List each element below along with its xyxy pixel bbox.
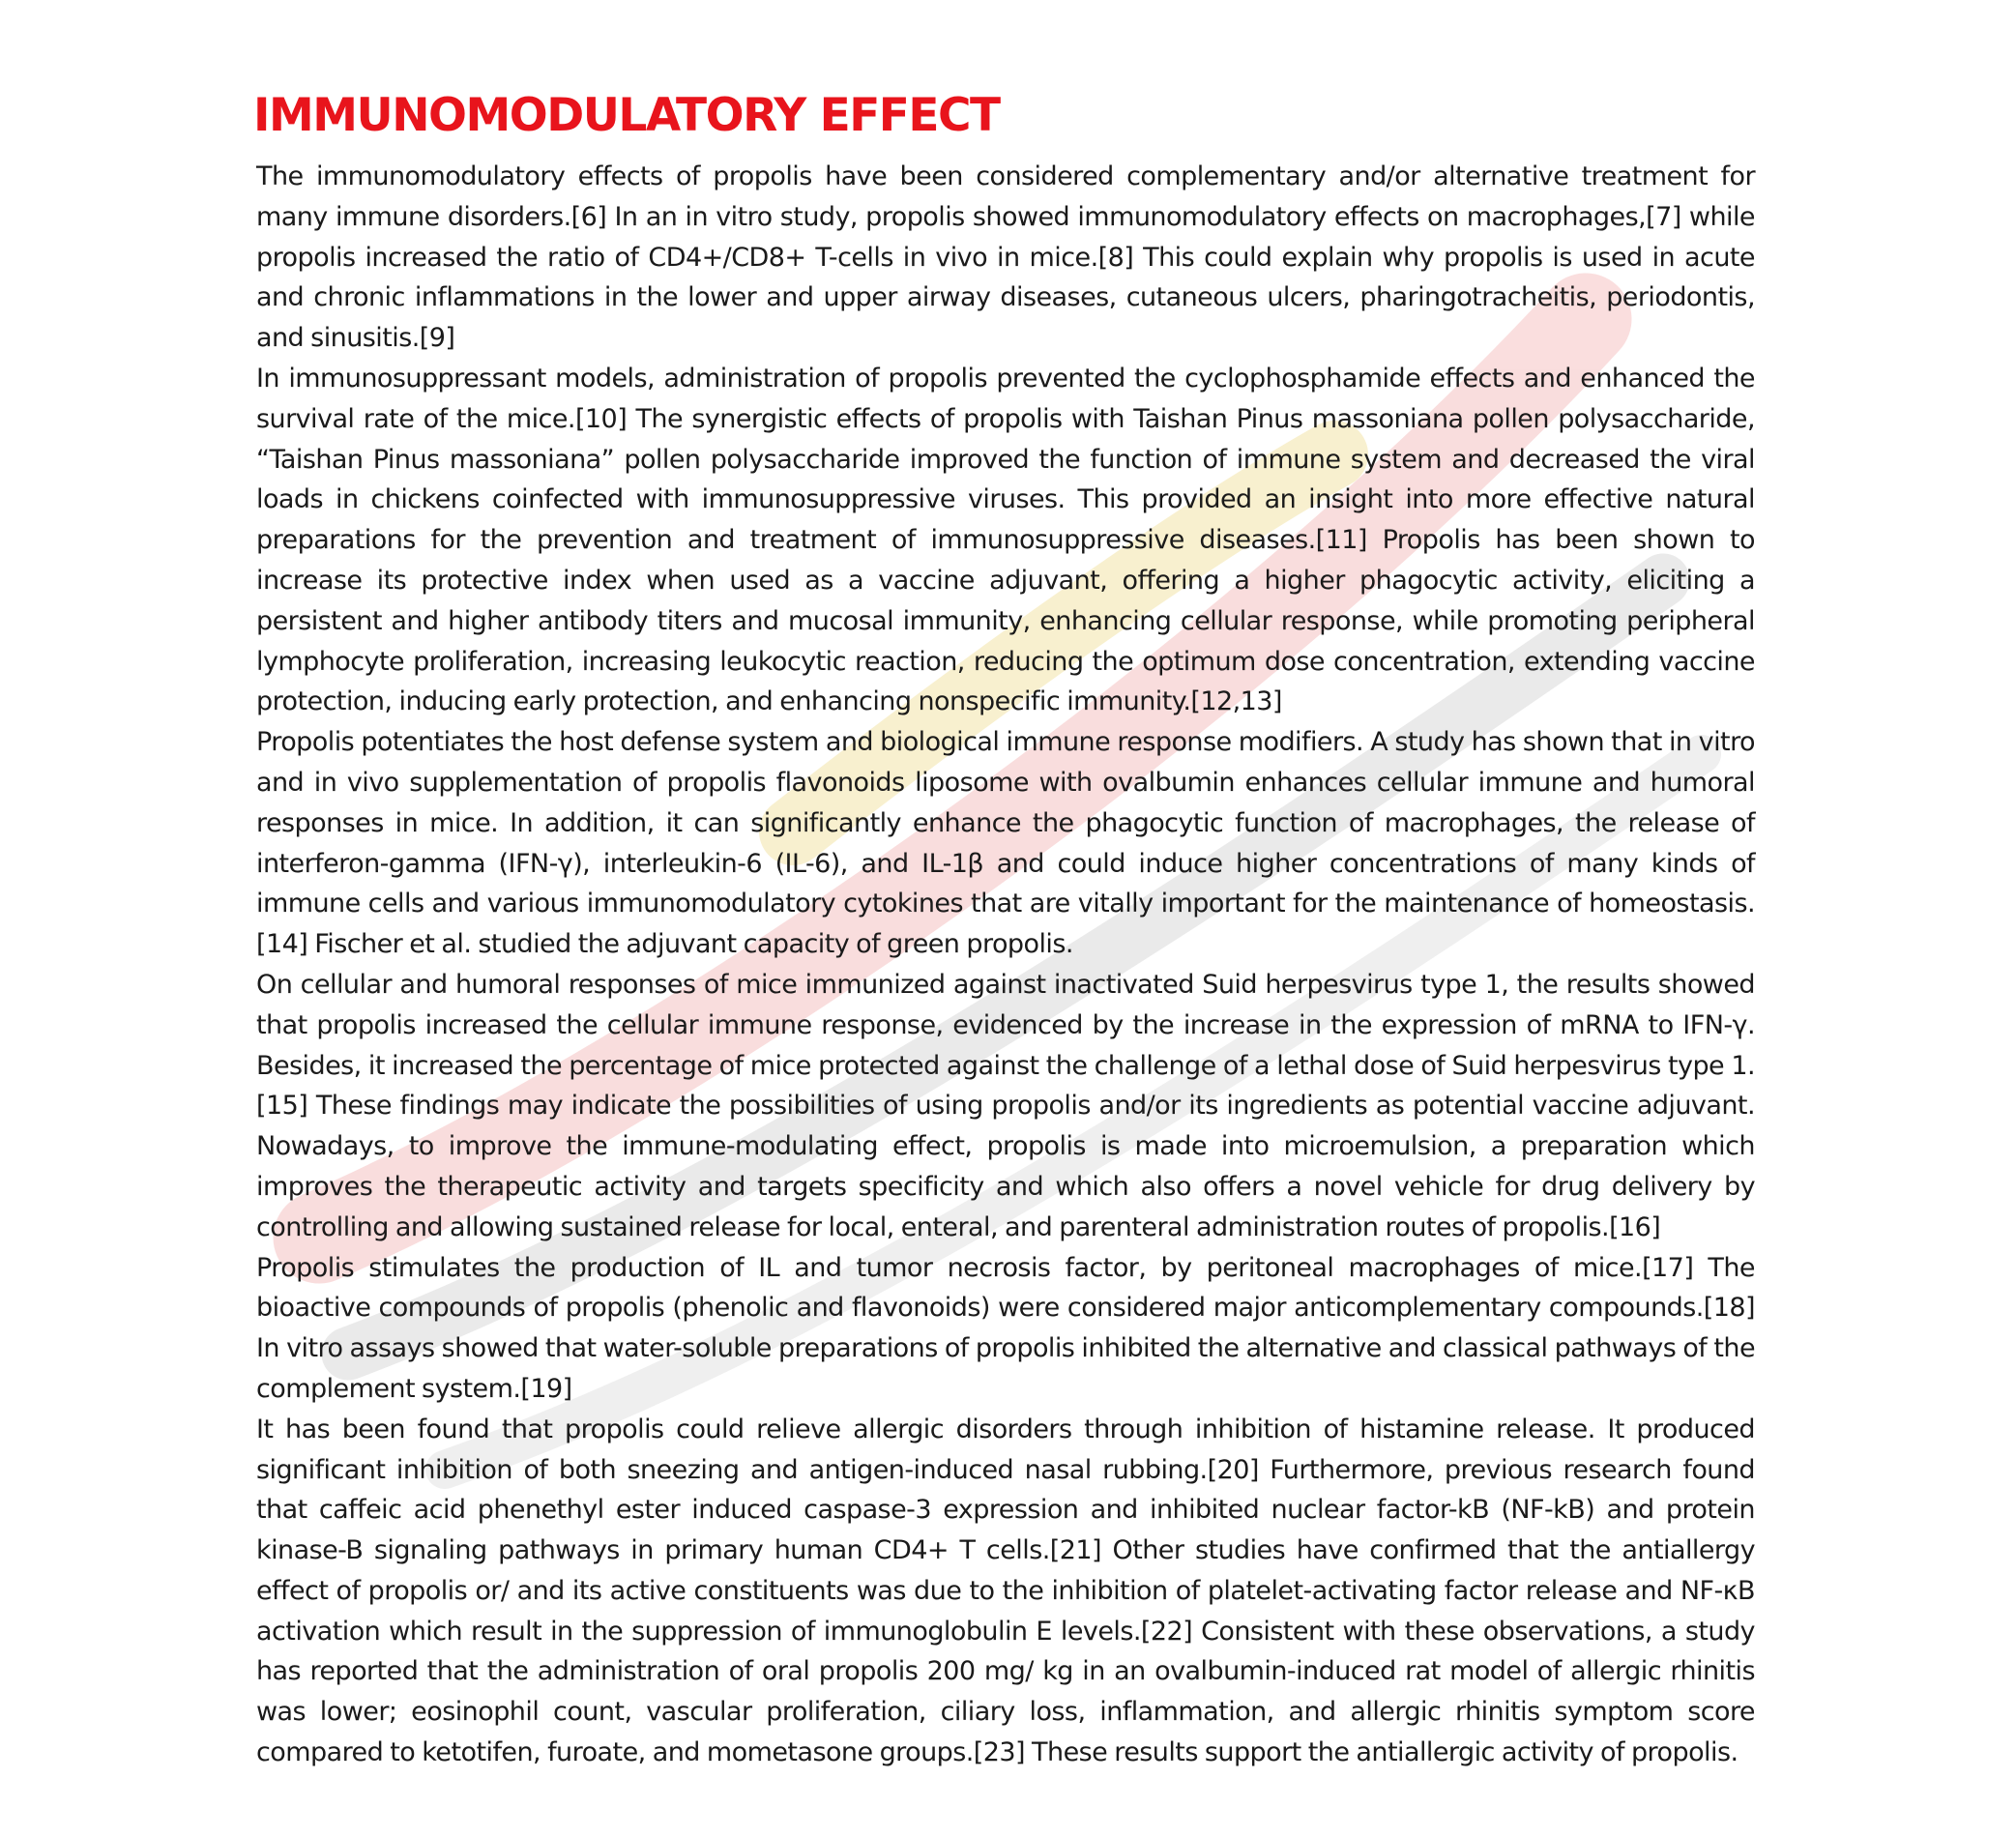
paragraph-3: Propolis potentiates the host defense system and biological immune response modifiers. A study has shown that in vitro and in vivo supplementation of propolis flavonoids liposome with ovalbumin enhances cellular immune and humoral responses in mice. In addition, it can significantly enhance the phagocytic function of macrophages, the release of interferon-gamma (IFN-γ), interleukin-6 (IL-6), and IL-1β and could induce higher concentrations of many kinds of immune cells and various immunomodulatory cytokines that are vitally important for the maintenance of homeostasis.[14] Fischer et al. studied the adjuvant capacity of green propolis.: [256, 727, 1755, 960]
paragraph-4: On cellular and humoral responses of mice immunized against inactivated Suid herpesvirus type 1, the results showed that propolis increased the cellular immune response, evidenced by the increase in the expression of mRNA to IFN-γ. Besides, it increased the percentage of mice protected against the challenge of a lethal dose of Suid herpesvirus type 1.[15] These findings may indicate the possibilities of using propolis and/or its ingredients as potential vaccine adjuvant. Nowadays, to improve the immune-modulating effect, propolis is made into microemulsion, a preparation which improves the therapeutic activity and targets specificity and which also offers a novel vehicle for drug delivery by controlling and allowing sustained release for local, enteral, and parenteral administration routes of propolis.[16]: [256, 969, 1755, 1242]
paragraph-1: The immunomodulatory effects of propolis have been considered complementary and/or alternative treatment for many immune disorders.[6] In an in vitro study, propolis showed immunomodulatory effects on macrophages,[7] while propolis increased the ratio of CD4+/CD8+ T-cells in vivo in mice.[8] This could explain why propolis is used in acute and chronic inflammations in the lower and upper airway diseases, cutaneous ulcers, pharingotracheitis, periodontis, and sinusitis.[9]: [256, 161, 1755, 354]
paragraph-6: It has been found that propolis could relieve allergic disorders through inhibition of histamine release. It produced significant inhibition of both sneezing and antigen-induced nasal rubbing.[20] Furthermore, previous research found that caffeic acid phenethyl ester induced caspase-3 expression and inhibited nuclear factor-kB (NF-kB) and protein kinase-B signaling pathways in primary human CD4+ T cells.[21] Other studies have confirmed that the antiallergy effect of propolis or/ and its active constituents was due to the inhibition of platelet-activating factor release and NF-κB activation which result in the suppression of immunoglobulin E levels.[22] Consistent with these observations, a study has reported that the administration of oral propolis 200 mg/ kg in an ovalbumin-induced rat model of allergic rhinitis was lower; eosinophil count, vascular proliferation, ciliary loss, inflammation, and allergic rhinitis symptom score compared to ketotifen, furoate, and mometasone groups.[23] These results support the antiallergic activity of propolis.: [256, 1414, 1755, 1768]
article-section: [253, 85, 1755, 1773]
section-heading: IMMUNOMODULATORY EFFECT: [253, 89, 1000, 142]
paragraph-2: In immunosuppressant models, administration of propolis prevented the cyclophosphamide effects and enhanced the survival rate of the mice.[10] The synergistic effects of propolis with Taishan Pinus massoniana pollen polysaccharide, “Taishan Pinus massoniana” pollen polysaccharide improved the function of immune system and decreased the viral loads in chickens coinfected with immunosuppressive viruses. This provided an insight into more effective natural preparations for the prevention and treatment of immunosuppressive diseases.[11] Propolis has been shown to increase its protective index when used as a vaccine adjuvant, offering a higher phagocytic activity, eliciting a persistent and higher antibody titers and mucosal immunity, enhancing cellular response, while promoting peripheral lymphocyte proliferation, increasing leukocytic reaction, reducing the optimum dose concentration, extending vaccine protection, inducing early protection, and enhancing nonspecific immunity.[12,13]: [256, 363, 1755, 717]
paragraph-5: Propolis stimulates the production of IL and tumor necrosis factor, by peritoneal macrophages of mice.[17] The bioactive compounds of propolis (phenolic and flavonoids) were considered major anticomplementary compounds.[18] In vitro assays showed that water-soluble preparations of propolis inhibited the alternative and classical pathways of the complement system.[19]: [256, 1252, 1755, 1404]
